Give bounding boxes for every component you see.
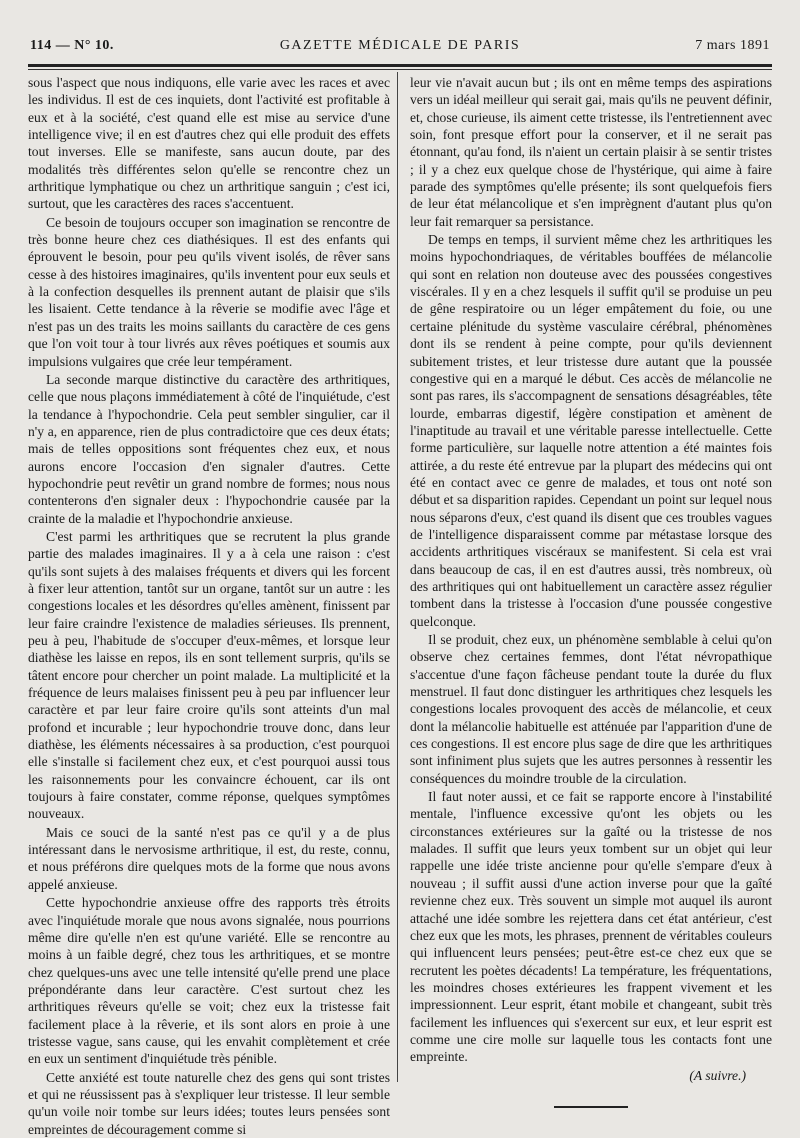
paragraph: sous l'aspect que nous indiquons, elle varie avec les races et avec les individus. Il est de ces inquiets, dont l'activité est profitable à eux et à la société, c'est quand elle est mise au service d'une intelligence vive; il en est d'autres chez qui elle produit des effets tout inverses. Elle se manifeste, sans aucun doute, par des modalités très différentes selon qu'elle se rencontre chez un arthritique lymphatique ou chez un arthritique sanguin ; c'est ici, surtout, que les caractères des races s'accentuent. bbox=[28, 75, 390, 212]
page-number: 114 — N° 10. bbox=[30, 38, 114, 53]
header-rule-thin bbox=[28, 69, 772, 70]
paragraph: Ce besoin de toujours occuper son imagination se rencontre de très bonne heure chez ces diathésiques. Il est des enfants qui éprouvent le besoin, pour peu qu'ils vivent isolés, de rêver sans cesse à des histoires imaginaires, qu'ils inventent pour eux seuls et à la confection desquelles ils prennent autant de plaisir que s'ils les lisaient. Cette tendance à la rêverie se modifie avec l'âge et n'est pas un des traits les moins saillants du caractère de ces gens que l'on voit tour à tour livrés aux rêves poétiques et soumis aux impulsions vulgaires que crée leur tempérament. bbox=[28, 214, 390, 369]
end-rule bbox=[554, 1106, 628, 1108]
issue-date: 7 mars 1891 bbox=[695, 38, 770, 53]
paragraph: Mais ce souci de la santé n'est pas ce qu'il y a de plus intéressant dans le nervosisme arthritique, il est, du reste, connu, et nous préférons dire quelques mots de la forme que nous avons appelé anxieuse. bbox=[28, 824, 390, 892]
paragraph: De temps en temps, il survient même chez les arthritiques les moins hypochondriaques, de véritables bouffées de mélancolie qui sont en relation non douteuse avec des poussées congestives viscérales. Il y en a chez lesquels il suffit qu'il se produise un peu de gêne respiratoire ou un léger empâtement du foie, ou une certaine plénitude du système vasculaire cérébral, phénomènes dont ils se rendent à peine compte, pour qu'ils deviennent subitement tristes, et leur tristesse dure autant que la poussée congestive qui en a marqué le début. Ces accès de mélancolie ne sont pas rares, ils s'accompagnent de sensations désagréables, tête lourde, embarras digestif, légère constipation et amènent de l'inaptitude au travail et une véritable paresse intellectuelle. Cette forme particulière, sur laquelle notre attention a été maintes fois attirée, a du reste été entrevue par la plupart des médecins qui ont été en contact avec ce genre de malades, et tous ont noté son début et sa disparition rapides. Cependant un point sur lequel nous nous séparons d'eux, c'est quand ils disent que ces troubles vagues de l'intelligence disparaissent comme par métastase lorsque des accidents arthritiques viscéraux se manifestent. Si cela est vrai dans beaucoup de cas, il en est d'autres aussi, très nombreux, où des arthritiques qui ont habituellement un caractère assez régulier tombent dans la tristesse à l'occasion d'une poussée congestive quelconque. bbox=[410, 232, 772, 629]
to-be-continued: (A suivre.) bbox=[689, 1067, 746, 1083]
paragraph: C'est parmi les arthritiques que se recrutent la plus grande partie des malades imaginaires. Il y a à cela une raison : c'est qu'ils sont sujets à des malaises fréquents et divers qui les forcent à fixer leur attention, tantôt sur un organe, tantôt sur un autre : les congestions locales et les désordres qu'elles amènent, finissent par leur faire craindre l'existence de maladies sérieuses. Ils prennent, peu à peu, l'habitude de s'occuper d'eux-mêmes, et lorsque leur diathèse les laisse en repos, ils en sont tellement surpris, qu'ils se tâtent encore pour chercher un point malade. La multiplicité et la fréquence de leurs malaises finissent peu à peu par influencer leur caractère et par leur faire croire qu'ils sont atteints d'un mal profond et incurable ; leur hypochondrie trouve donc, dans leur diathèse, les éléments nécessaires à sa production, c'est pourquoi elle s'installe si facilement chez eux, et c'est pourquoi aussi tous les raisonnements pour les convaincre échouent, car ils ont toujours à faire constater, comme réponse, quelques symptômes nouveaux. bbox=[28, 528, 390, 822]
page-header bbox=[30, 38, 770, 60]
paragraph: Il se produit, chez eux, un phénomène semblable à celui qu'on observe chez certaines femmes, dont l'état névropathique s'accentue d'une façon fâcheuse pendant toute la durée du flux menstruel. Il faut donc distinguer les arthritiques chez lesquels les congestions locales provoquent des accès de mélancolie, et ceux dont la mélancolie habituelle est atténuée par l'apparition d'une de ces congestions. Il est encore plus sage de dire que les arthritiques sont infiniment plus sujets que les autres personnes à ressentir les conséquences du moindre trouble de la circulation. bbox=[410, 632, 772, 786]
journal-title: GAZETTE MÉDICALE DE PARIS bbox=[279, 38, 521, 53]
right-column bbox=[410, 74, 772, 1108]
paragraph: Il faut noter aussi, et ce fait se rapporte encore à l'instabilité mentale, l'influence excessive qu'ont les objets ou les circonstances extérieures sur la gaîté ou la tristesse de nos malades. Il suffit que leurs yeux tombent sur un objet qui leur rappelle une idée triste ancienne pour qu'elle s'empare d'eux à nouveau ; il suffit aussi d'une action inverse pour que la gaîté revienne chez eux. Très souvent un simple mot auquel ils auront attaché une idée sombre les rejettera dans cet état antérieur, c'est chez eux que les mots, les phrases, prennent de véritables couleurs qui influencent leurs pensées; peut-être est-ce chez eux que se recrutent les poètes décadents! La température, les fréquentations, les moindres choses extérieures les frappent vivement et les impressionnent. Leur esprit, étant mobile et changeant, subit très facilement les influences qui s'exercent sur eux, et leur esprit est comme une cire molle sur laquelle tous les contacts font une empreinte. bbox=[410, 789, 772, 1065]
paragraph: La seconde marque distinctive du caractère des arthritiques, celle que nous plaçons immédiatement à côté de l'inquiétude, c'est la tendance à l'hypochondrie. Cela peut sembler singulier, car il n'y a, en apparence, rien de plus contradictoire que ces deux états; mais de telles oppositions sont fréquentes chez eux, et nous aurons encore l'occasion d'en signaler d'autres. Cette hypochondrie peut revêtir un grand nombre de formes; nous nous contenterons d'en signaler deux : l'hypochondrie causée par la crainte de la maladie et l'hypochondrie anxieuse. bbox=[28, 371, 390, 526]
paragraph: Cette anxiété est toute naturelle chez des gens qui sont tristes et qui ne réussissent pas à s'expliquer leur tristesse. Il leur semble qu'un voile noir tombe sur leurs idées; toutes leurs pensées sont empreintes de découragement comme si bbox=[28, 1069, 390, 1137]
header-rule bbox=[28, 64, 772, 67]
paragraph: Cette hypochondrie anxieuse offre des rapports très étroits avec l'inquiétude morale que nous avons signalée, nous pourrions même dire qu'elle n'en est qu'une variété. Elle se rencontre au moins à un faible degré, chez tous les arthritiques, et se montre chez quelques-uns avec une telle intensité qu'elle prend une place prépondérante dans leur caractère. C'est surtout chez les arthritiques rêveurs qu'elle se voit; chez eux la tristesse fait facilement place à la rêverie, et ils sont alors en proie à une tristesse vague, sans cause, qui les envahit complètement et crée en eux un sentiment d'inquiétude très pénible. bbox=[28, 895, 390, 1067]
left-column bbox=[28, 74, 390, 1138]
column-divider bbox=[397, 72, 398, 1082]
paragraph: leur vie n'avait aucun but ; ils ont en même temps des aspirations vers un idéal meilleur qui serait gai, mais qu'ils ne peuvent définir, et, chose curieuse, ils aiment cette tristesse, ils l'entretiennent avec soin, font presque effort pour la conserver, et il ne serait pas étonnant, qu'au fond, ils n'aient un certain plaisir à se sentir tristes ; il y a chez eux quelque chose de l'hystérique, qui aime à faire parade des symptômes qu'elle présente; ils sont quelquefois fiers de leur état mélancolique et s'en imprègnent d'autant plus qu'on leur fait remarquer sa persistance. bbox=[410, 75, 772, 229]
